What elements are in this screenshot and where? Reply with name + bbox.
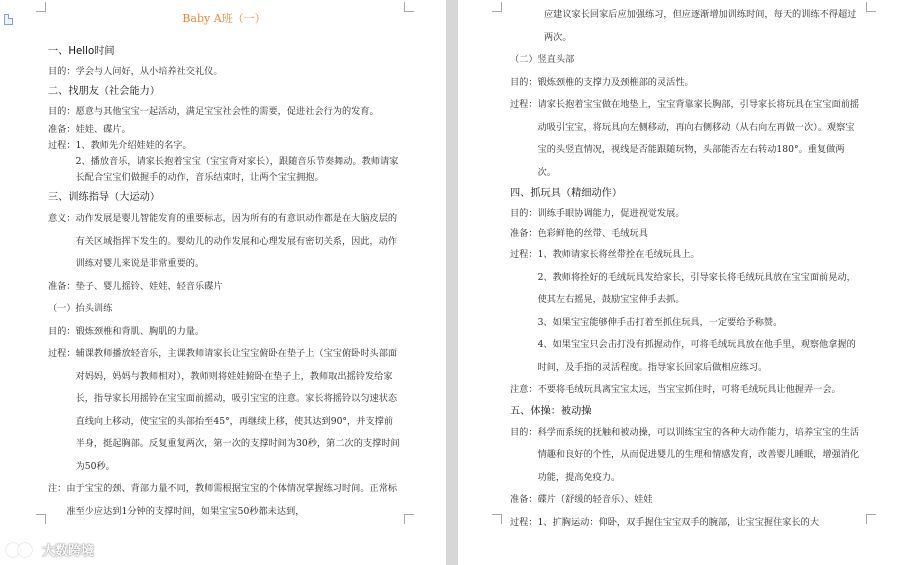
margin-mark — [492, 514, 502, 524]
goal-label: 目的： — [510, 426, 538, 438]
section-heading: 二、找朋友（社会能力） — [48, 86, 161, 97]
goal-text: 科学而系统的抚触和被动操，可以训练宝宝的各种大动作能力，培养宝宝的生活情趣和良好的个性，从而促进婴儿的生理和情感发育，改善婴儿睡眠，增强消化功能，提高免疫力。 — [537, 426, 860, 483]
subsection-heading: （二）竖直头部 — [510, 54, 575, 65]
prep-label: 准备： — [510, 228, 538, 239]
note-text: 不要将毛绒玩具离宝宝太远，当宝宝抓住时，可将毛绒玩具让他握弄一会。 — [537, 384, 841, 395]
margin-mark — [866, 514, 876, 524]
watermark-text: 大数跨境 — [42, 544, 95, 559]
goal-label: 目的： — [48, 66, 76, 77]
prep-text: 垫子、婴儿摇铃、娃娃、轻音乐碟片 — [75, 280, 223, 292]
process-row — [510, 244, 860, 379]
meaning-label: 意义： — [48, 213, 76, 224]
right-page-content — [510, 4, 860, 534]
prep-row — [48, 122, 400, 138]
process-step: 1、教师请家长将丝带拴在毛绒玩具上。 — [537, 249, 700, 260]
goal-text: 学会与人问好，从小培养社交礼仪。 — [75, 66, 223, 77]
prep-row — [510, 489, 860, 512]
goal-label: 目的： — [48, 106, 76, 117]
process-label: 过程： — [510, 249, 538, 260]
note-text: 由于宝宝的颈、背部力量不同，教师需根据宝宝的个体情况掌握练习时间。正常标准至少应达到1分钟的支撑时间，如果宝宝50秒都未达到， — [66, 483, 398, 517]
note-label: 注： — [48, 483, 67, 494]
continued-text: 应建议家长回家后应加强练习，但应逐渐增加训练时间，每天的训练不得超过两次。 — [544, 9, 857, 43]
margin-mark — [36, 2, 46, 12]
margin-mark — [492, 2, 502, 12]
section-heading: 四、抓玩具（精细动作） — [510, 188, 623, 199]
prep-text: 碟片（舒缓的轻音乐）、娃娃 — [537, 494, 653, 505]
process-label: 过程： — [48, 140, 76, 151]
goal-row — [510, 422, 860, 490]
page-gutter — [446, 0, 458, 565]
margin-mark — [36, 514, 46, 524]
margin-mark — [404, 514, 414, 524]
process-step: 1、教师先介绍娃娃的名字。 — [75, 140, 192, 151]
goal-text: 锻炼颈椎的支撑力及颈椎部的灵活性。 — [537, 76, 694, 88]
subsection-heading: （一）抬头训练 — [48, 303, 113, 314]
section-heading: 五、体操：被动操 — [510, 405, 592, 417]
goal-label: 目的： — [48, 325, 76, 337]
process-text: 辅课教师播放轻音乐，主课教师请家长让宝宝俯卧在垫子上（宝宝俯卧时头部面对妈妈，妈妈与教师相对），教师则将娃娃俯卧在垫子上，教师取出摇铃发给家长，指导家长用摇铃在宝宝面前摇动，吸引宝宝的注意。家长将摇铃以匀速状态直线向上移动，使宝宝的头部抬至45°，再继续上移，使其达到90°，并支撑前半身，挺起胸部。反复重复两次，第一次的支撑时间为30秒，第二次的支撑时间为50秒。 — [75, 348, 400, 472]
prep-row — [510, 224, 860, 244]
prep-label: 准备： — [48, 124, 76, 135]
goal-row — [48, 62, 400, 82]
process-step: 1、扩胸运动：仰卧，双手握住宝宝双手的腕部，让宝宝握住家长的大 — [537, 516, 820, 528]
process-row — [48, 138, 400, 154]
goal-text: 训练手眼协调能力，促进视觉发展。 — [537, 208, 685, 219]
prep-text: 娃娃、碟片。 — [75, 124, 131, 135]
prep-row — [48, 276, 400, 299]
goal-row — [510, 72, 860, 95]
goal-row — [48, 104, 400, 120]
watermark — [6, 540, 94, 559]
note-row — [510, 379, 860, 402]
section-heading: 一、Hello时间 — [48, 46, 115, 57]
process-label: 过程： — [48, 348, 76, 359]
meaning-text: 动作发展是婴儿智能发育的重要标志，因为所有的有意识动作都是在大脑皮层的有关区域指挥下发生的。婴幼儿的动作发展和心理发展有密切关系，因此，动作训练对婴儿来说是非常重要的。 — [75, 213, 398, 269]
process-text: 请家长抱着宝宝做在地垫上，宝宝背靠家长胸部，引导家长将玩具在宝宝面前摇动吸引宝宝，将玩具向左侧移动，再向右侧移动（从右向左再做一次）。观察宝宝的头竖直情况，视线是否能跟随玩物，头部能否左右转动180°。重复做两次。 — [537, 99, 860, 178]
process-step: 4、如果宝宝只会击打没有抓握动作，可将毛绒玩具放在他手里，观察他拿握的时间，及手指的灵活程度。指导家长回家后做相应练习。 — [537, 339, 856, 373]
prep-text: 色彩鲜艳的丝带、毛绒玩具 — [537, 228, 648, 239]
goal-text: 锻炼颈椎和背肌、胸肌的力量。 — [75, 325, 205, 337]
meaning-row — [48, 208, 400, 276]
left-page-content — [48, 8, 400, 523]
watermark-logo-icon — [6, 541, 36, 559]
prep-label: 准备： — [48, 280, 76, 292]
margin-mark — [404, 2, 414, 12]
process-step: 3、如果宝宝能够伸手击打着至抓住玩具，一定要给予称赞。 — [537, 316, 783, 328]
process-row — [48, 343, 400, 478]
margin-mark — [866, 2, 876, 12]
note-row — [48, 478, 400, 523]
process-step: 2、播放音乐，请家长抱着宝宝（宝宝背对家长），跟随音乐节奏舞动。教师请家长配合宝宝们做握手的动作，音乐结束时，让两个宝宝拥抱。 — [75, 156, 399, 183]
process-label: 过程： — [510, 516, 538, 528]
process-step: 2、教师将拴好的毛绒玩具发给家长，引导家长将毛绒玩具放在宝宝面前晃动，使其左右摇晃，鼓励宝宝伸手去抓。 — [537, 271, 856, 305]
prep-label: 准备： — [510, 494, 538, 505]
document-title: Baby A班（一） — [182, 12, 266, 25]
note-label: 注意： — [510, 384, 538, 395]
goal-label: 目的： — [510, 208, 538, 219]
goal-row — [510, 204, 860, 224]
process-row — [510, 94, 860, 184]
document-page-right — [458, 0, 900, 565]
process-row — [510, 512, 860, 535]
process-steps — [538, 244, 860, 379]
document-page-left — [0, 0, 446, 565]
document-icon — [4, 14, 13, 25]
goal-row — [48, 321, 400, 344]
process-label: 过程： — [510, 99, 538, 110]
goal-label: 目的： — [510, 76, 538, 88]
goal-text: 愿意与其他宝宝一起活动，满足宝宝社会性的需要，促进社会行为的发育。 — [75, 106, 379, 117]
section-heading: 三、训练指导（大运动） — [48, 192, 161, 203]
